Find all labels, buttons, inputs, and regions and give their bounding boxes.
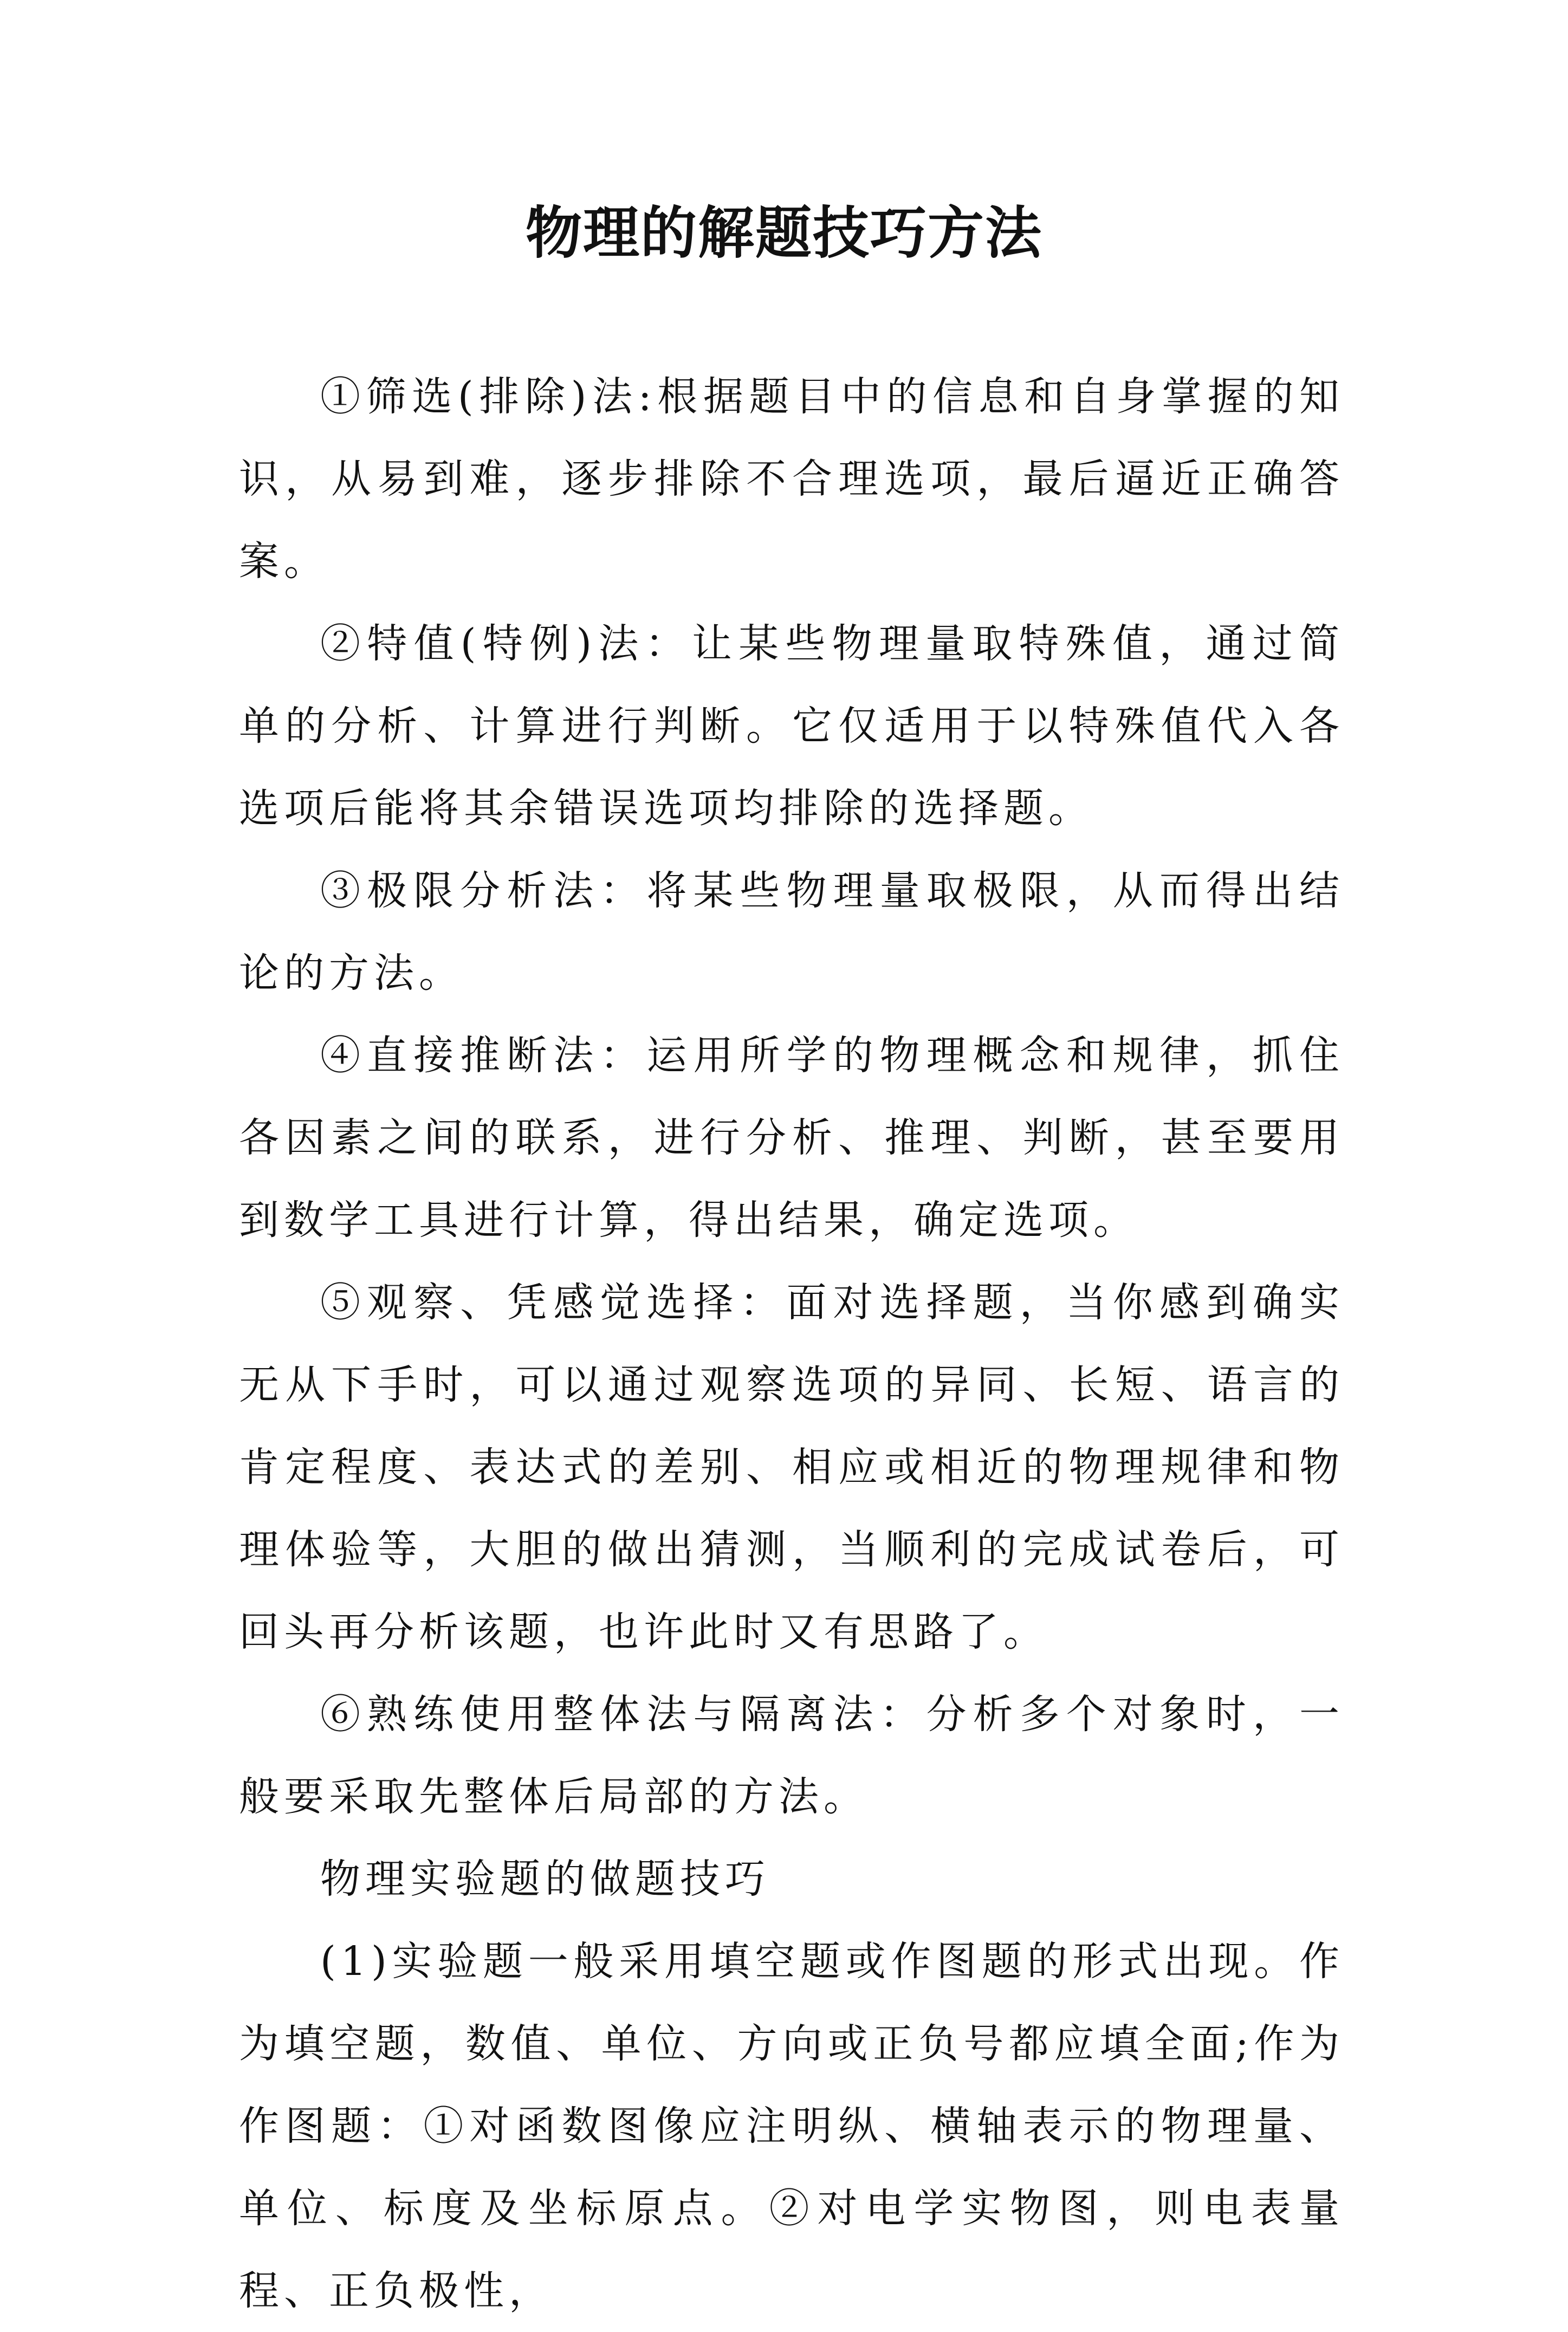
paragraph-limit-analysis-method: ③极限分析法：将某些物理量取极限，从而得出结论的方法。 xyxy=(239,867,1344,996)
paragraph-experiment-tip-1: (1)实验题一般采用填空题或作图题的形式出现。作为填空题，数值、单位、方向或正负号都应填全面;作为作图题：①对函数图像应注明纵、横轴表示的物理量、单位、标度及坐标原点。②对电学实物图，则电表量程、正负极性， xyxy=(239,1938,1344,2314)
section-heading-experiment-tips: 物理实验题的做题技巧 xyxy=(320,1856,770,1902)
paragraph-special-value-method: ②特值(特例)法：让某些物理量取特殊值，通过简单的分析、计算进行判断。它仅适用于以特殊值代入各选项后能将其余错误选项均排除的选择题。 xyxy=(239,620,1344,832)
paragraph-screening-method: ①筛选(排除)法:根据题目中的信息和自身掌握的知识，从易到难，逐步排除不合理选项，最后逼近正确答案。 xyxy=(239,373,1344,585)
paragraph-direct-inference-method: ④直接推断法：运用所学的物理概念和规律，抓住各因素之间的联系，进行分析、推理、判断，甚至要用到数学工具进行计算，得出结果，确定选项。 xyxy=(239,1032,1344,1243)
document-title: 物理的解题技巧方法 xyxy=(525,199,1042,266)
paragraph-whole-and-isolation-method: ⑥熟练使用整体法与隔离法：分析多个对象时，一般要采取先整体后局部的方法。 xyxy=(239,1691,1344,1820)
document-body xyxy=(239,355,1344,2332)
paragraph-observation-method: ⑤观察、凭感觉选择：面对选择题，当你感到确实无从下手时，可以通过观察选项的异同、长短、语言的肯定程度、表达式的差别、相应或相近的物理规律和物理体验等，大胆的做出猜测，当顺利的完成试卷后，可回头再分析该题，也许此时又有思路了。 xyxy=(239,1279,1344,1655)
